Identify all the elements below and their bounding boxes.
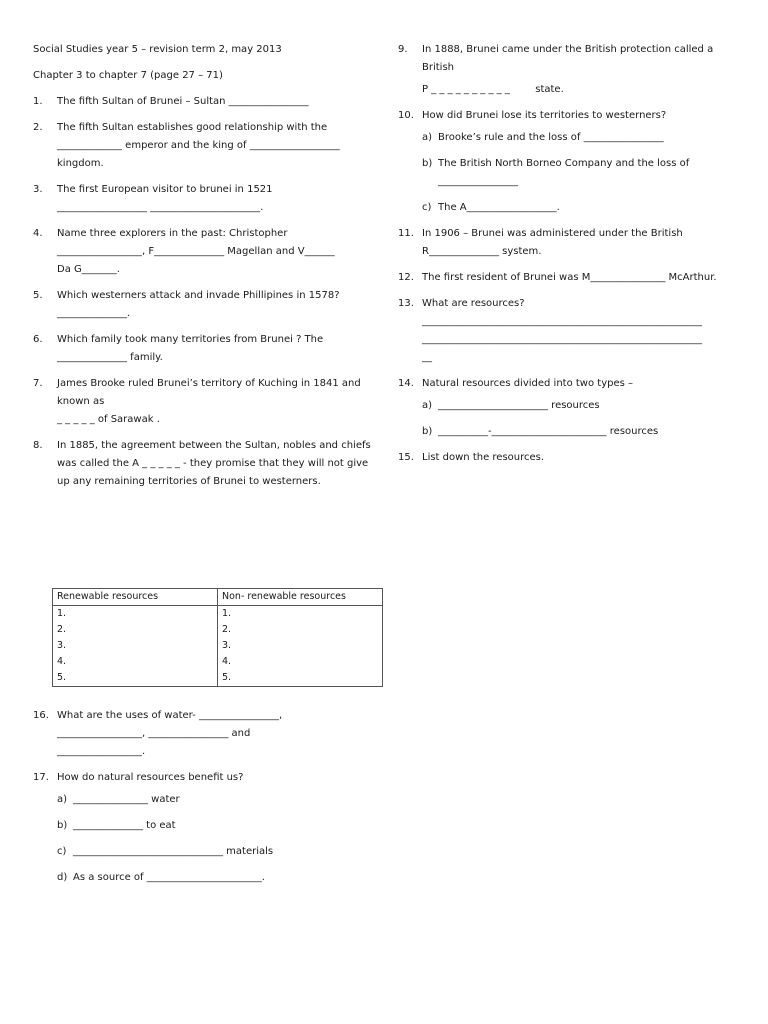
question-text: known as xyxy=(57,396,105,407)
sub-text: _______________ water xyxy=(73,794,180,805)
question-number: 3. xyxy=(33,184,43,195)
table-cell: 1. xyxy=(53,606,218,623)
table-row xyxy=(53,670,383,687)
sub-text: Brooke’s rule and the loss of ________________ xyxy=(438,132,664,143)
sub-label: a) xyxy=(57,794,68,805)
question-text: was called the A _ _ _ _ _ - they promise that they will not give xyxy=(57,458,369,469)
table-cell: 4. xyxy=(53,654,218,670)
left-column xyxy=(33,41,373,499)
question-text: up any remaining territories of Brunei to westerners. xyxy=(57,476,321,487)
question-number: 10. xyxy=(398,110,414,121)
sub-label: d) xyxy=(57,872,68,883)
table-cell: 3. xyxy=(53,638,218,654)
question-text: What are resources? xyxy=(422,298,525,309)
table-row xyxy=(53,606,383,623)
question-13 xyxy=(398,295,742,367)
question-text: ______________. xyxy=(57,308,131,319)
sub-question-a xyxy=(57,791,373,809)
question-text: British xyxy=(422,62,454,73)
column-header-renewable: Renewable resources xyxy=(53,589,218,606)
sub-text: The A__________________. xyxy=(438,202,560,213)
sub-question-b xyxy=(422,155,742,191)
question-text: R______________ system. xyxy=(422,246,542,257)
question-text: The first European visitor to brunei in 1521 xyxy=(57,184,273,195)
question-1 xyxy=(33,93,373,111)
question-number: 13. xyxy=(398,298,414,309)
table-row xyxy=(53,638,383,654)
question-4 xyxy=(33,225,373,279)
question-7 xyxy=(33,375,373,429)
resources-table xyxy=(52,588,383,687)
question-text: The first resident of Brunei was M_______________ McArthur. xyxy=(422,272,717,283)
table-cell: 3. xyxy=(218,638,383,654)
table-cell: 5. xyxy=(53,670,218,687)
question-text: _________________. xyxy=(57,746,146,757)
question-text: _________________, ________________ and xyxy=(57,728,251,739)
column-header-non-renewable: Non- renewable resources xyxy=(218,589,383,606)
question-text: _ _ _ _ _ of Sarawak . xyxy=(57,414,160,425)
answer-blank: P _ _ _ _ _ _ _ _ _ _ state. xyxy=(422,84,564,95)
answer-line: ________________________________________________________ xyxy=(422,316,702,327)
question-text: In 1906 – Brunei was administered under the British xyxy=(422,228,683,239)
question-number: 7. xyxy=(33,378,43,389)
sub-text: ________________ xyxy=(438,176,518,187)
bottom-section xyxy=(33,707,373,895)
answer-line: ________________________________________________________ xyxy=(422,334,702,345)
sub-label: c) xyxy=(422,202,432,213)
question-text: In 1888, Brunei came under the British protection called a xyxy=(422,44,714,55)
table-cell: 4. xyxy=(218,654,383,670)
table-cell: 5. xyxy=(218,670,383,687)
sub-text: ______________________ resources xyxy=(438,400,600,411)
question-text: The fifth Sultan of Brunei – Sultan ________________ xyxy=(57,96,309,107)
sub-label: b) xyxy=(422,158,433,169)
worksheet-title: Social Studies year 5 – revision term 2, may 2013 xyxy=(33,44,282,55)
question-text: How did Brunei lose its territories to westerners? xyxy=(422,110,667,121)
answer-line: __ xyxy=(422,352,432,363)
question-11 xyxy=(398,225,742,261)
question-number: 6. xyxy=(33,334,43,345)
question-17 xyxy=(33,769,373,887)
question-12 xyxy=(398,269,742,287)
question-number: 12. xyxy=(398,272,414,283)
sub-question-a xyxy=(422,129,742,147)
question-number: 2. xyxy=(33,122,43,133)
sub-label: a) xyxy=(422,132,433,143)
sub-question-c xyxy=(422,199,742,217)
question-text: Name three explorers in the past: Christopher xyxy=(57,228,288,239)
question-number: 11. xyxy=(398,228,414,239)
question-number: 17. xyxy=(33,772,49,783)
chapter-range: Chapter 3 to chapter 7 (page 27 – 71) xyxy=(33,70,223,81)
question-text: Which family took many territories from Brunei ? The xyxy=(57,334,324,345)
table-row xyxy=(53,622,383,638)
table-header-row xyxy=(53,589,383,606)
question-text: James Brooke ruled Brunei’s territory of Kuching in 1841 and xyxy=(57,378,361,389)
table-cell: 1. xyxy=(218,606,383,623)
question-text: How do natural resources benefit us? xyxy=(57,772,244,783)
sub-label: c) xyxy=(57,846,67,857)
question-16 xyxy=(33,707,373,761)
question-number: 15. xyxy=(398,452,414,463)
question-2 xyxy=(33,119,373,173)
sub-label: b) xyxy=(57,820,68,831)
question-text: List down the resources. xyxy=(422,452,545,463)
question-text: The fifth Sultan establishes good relationship with the xyxy=(57,122,328,133)
question-9 xyxy=(398,41,742,99)
question-number: 4. xyxy=(33,228,43,239)
question-6 xyxy=(33,331,373,367)
sub-text: ______________________________ materials xyxy=(73,846,274,857)
question-text: ______________ family. xyxy=(57,352,163,363)
question-text: __________________ ______________________. xyxy=(57,202,264,213)
question-number: 8. xyxy=(33,440,43,451)
question-number: 16. xyxy=(33,710,49,721)
question-number: 9. xyxy=(398,44,408,55)
table-cell: 2. xyxy=(218,622,383,638)
question-8 xyxy=(33,437,373,491)
question-text: Da G_______. xyxy=(57,264,120,275)
question-3 xyxy=(33,181,373,217)
question-15 xyxy=(398,449,742,467)
question-number: 14. xyxy=(398,378,414,389)
question-text: _________________, F______________ Magellan and V______ xyxy=(57,246,335,257)
sub-question-b xyxy=(422,423,742,441)
question-text: In 1885, the agreement between the Sultan, nobles and chiefs xyxy=(57,440,371,451)
question-14 xyxy=(398,375,742,441)
question-10 xyxy=(398,107,742,217)
sub-text: ______________ to eat xyxy=(73,820,176,831)
right-column xyxy=(398,41,742,475)
sub-label: b) xyxy=(422,426,433,437)
sub-text: __________-_______________________ resources xyxy=(438,426,659,437)
sub-label: a) xyxy=(422,400,433,411)
sub-question-a xyxy=(422,397,742,415)
sub-text: The British North Borneo Company and the loss of xyxy=(438,158,690,169)
question-text: kingdom. xyxy=(57,158,104,169)
question-text: Which westerners attack and invade Phillipines in 1578? xyxy=(57,290,340,301)
table-row xyxy=(53,654,383,670)
sub-text: As a source of _______________________. xyxy=(73,872,265,883)
question-text: _____________ emperor and the king of __________________ xyxy=(57,140,340,151)
sub-question-c xyxy=(57,843,373,861)
sub-question-b xyxy=(57,817,373,835)
question-text: Natural resources divided into two types – xyxy=(422,378,634,389)
question-5 xyxy=(33,287,373,323)
question-number: 1. xyxy=(33,96,43,107)
table-cell: 2. xyxy=(53,622,218,638)
question-text: What are the uses of water- ________________, xyxy=(57,710,283,721)
question-number: 5. xyxy=(33,290,43,301)
sub-question-d xyxy=(57,869,373,887)
